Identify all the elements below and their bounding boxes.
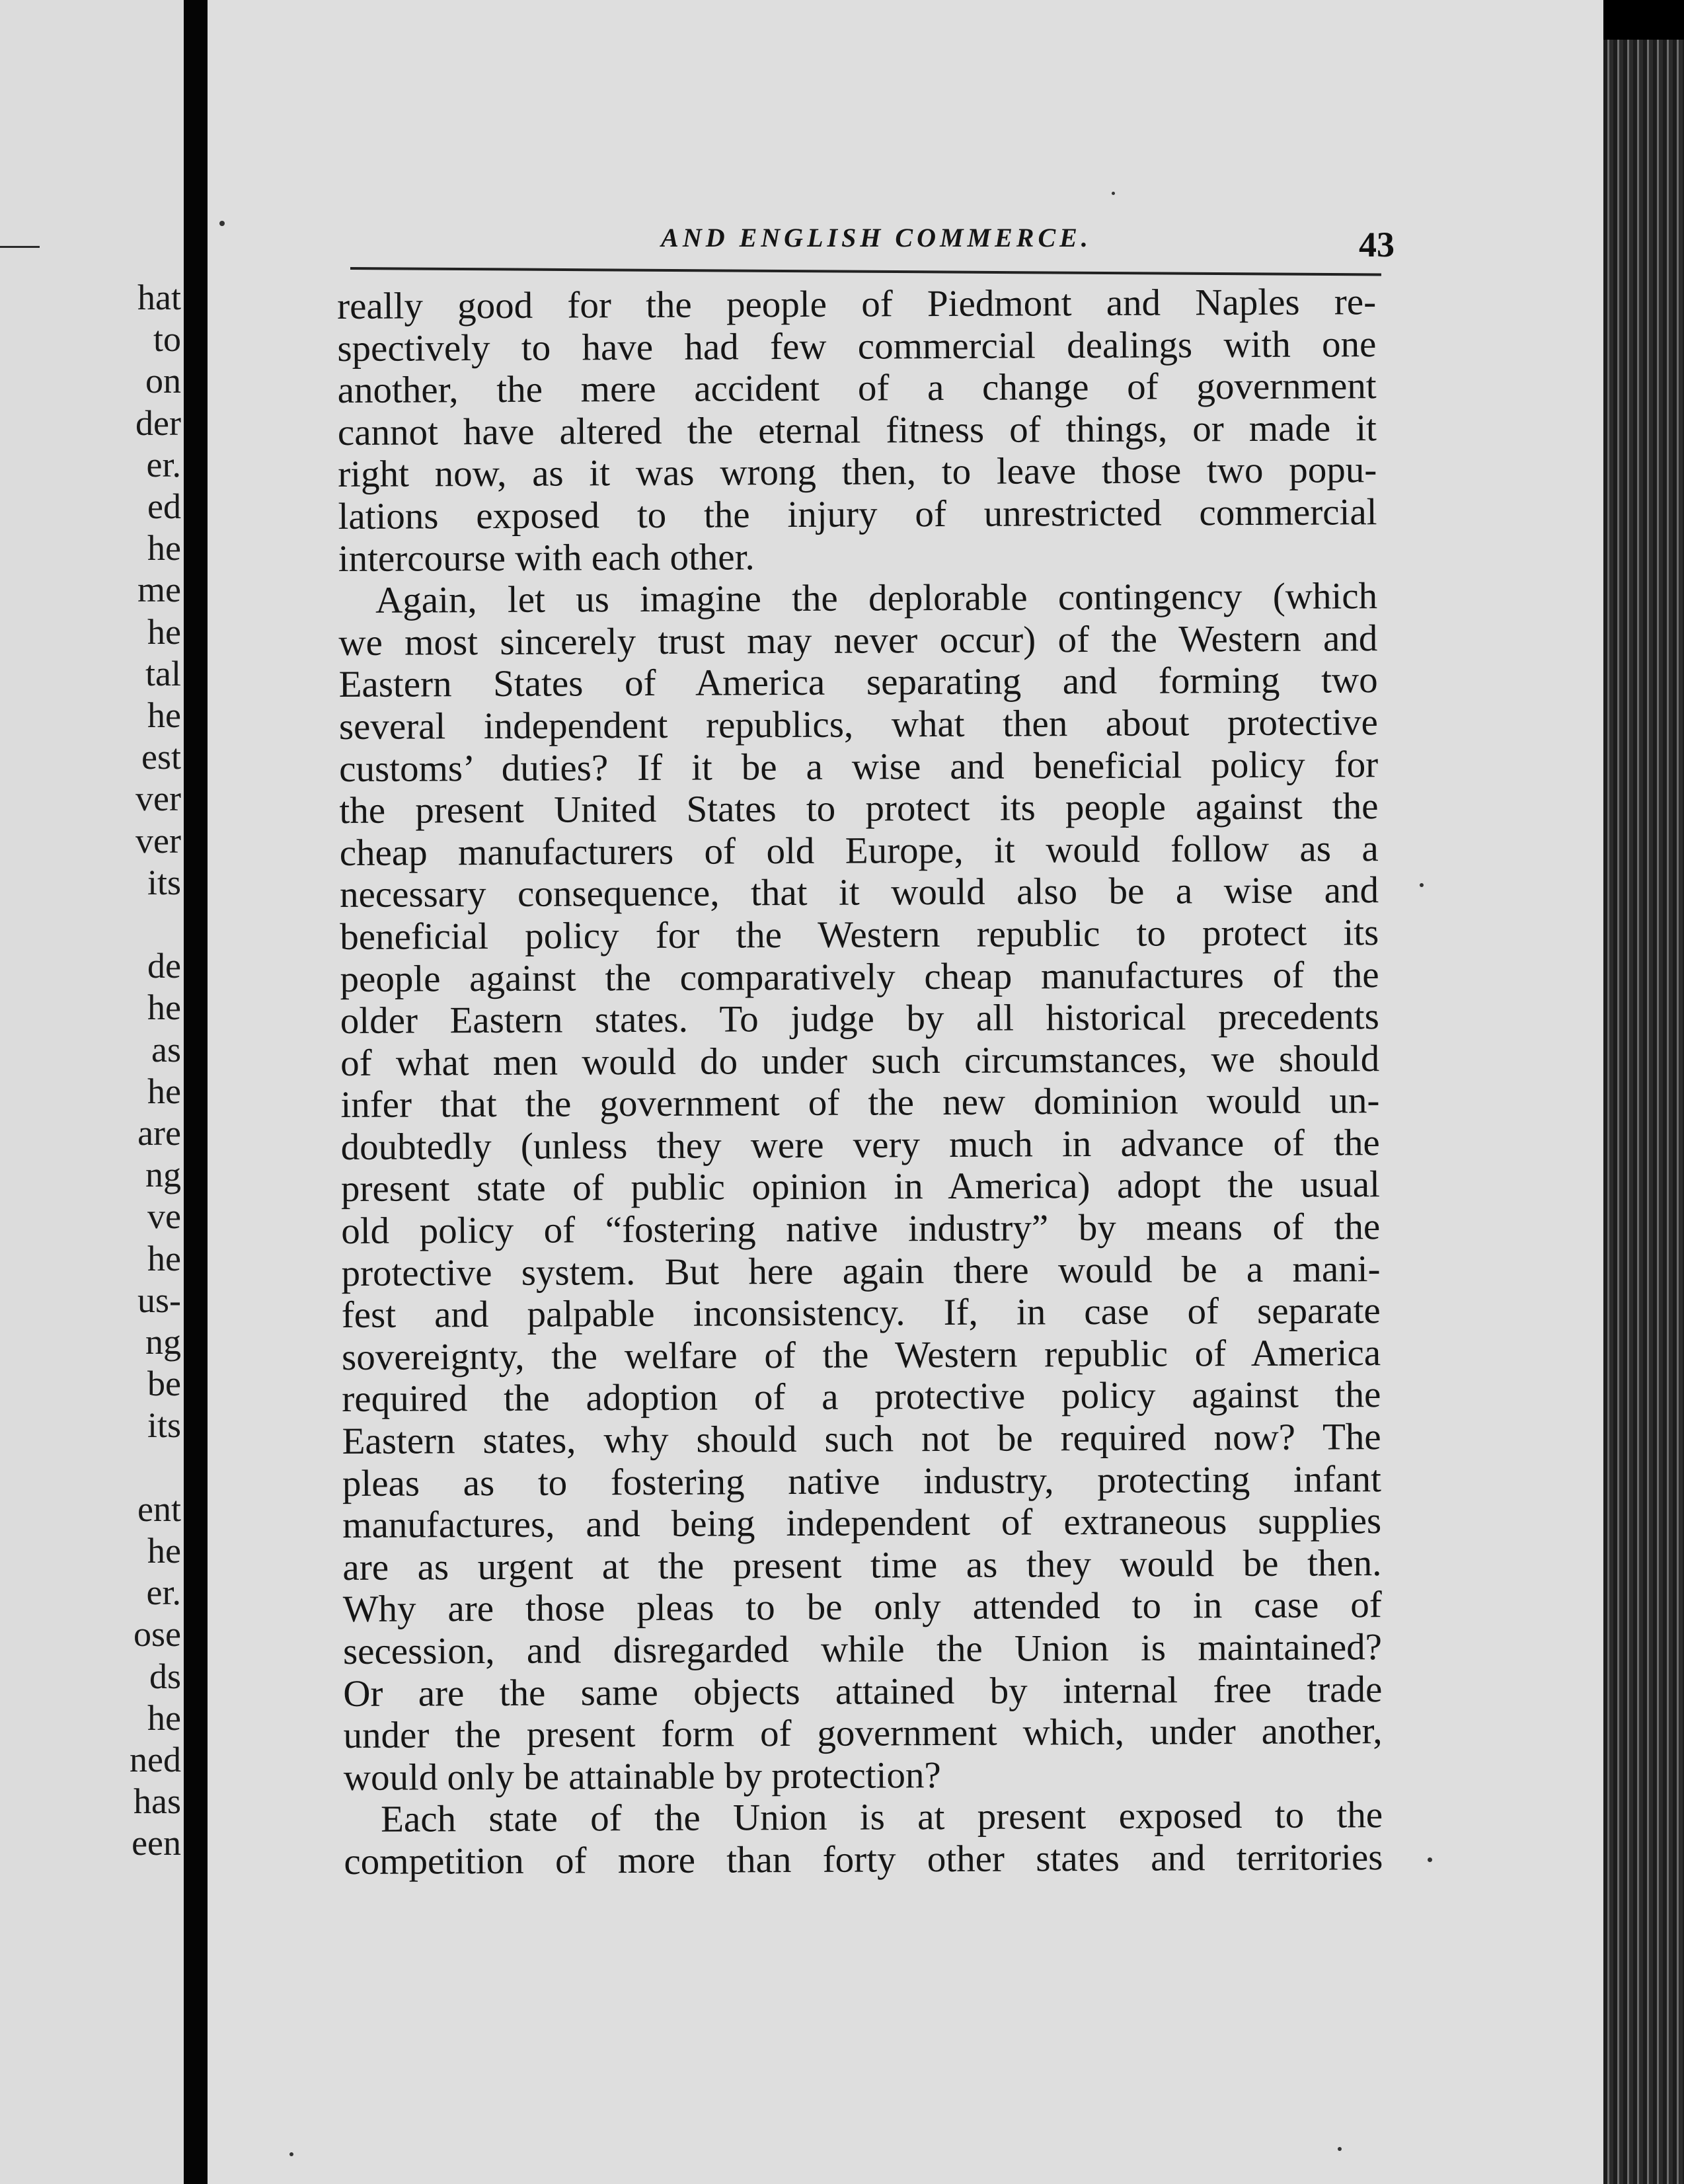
text-line: Eastern States of America separating and forming two: [338, 659, 1378, 706]
previous-page-fragment: are: [137, 1113, 181, 1153]
text-line: old policy of “fostering native industry” by means of the: [341, 1206, 1381, 1253]
previous-page-fragment: est: [141, 737, 181, 777]
text-line: Again, let us imagine the deplorable contingency (which: [375, 575, 1378, 621]
text-line: people against the comparatively cheap manufactures of the: [340, 953, 1379, 1000]
text-line: spectively to have had few commercial dealings with one: [337, 323, 1377, 370]
previous-page-fragment: as: [151, 1029, 181, 1070]
previous-page-fragment: ose: [134, 1614, 181, 1655]
paper-speck: [1112, 192, 1115, 195]
text-line: of what men would do under such circumstances, we should: [340, 1037, 1380, 1084]
previous-page-fragment: er.: [146, 444, 181, 485]
previous-page-fragment: hat: [137, 278, 181, 317]
text-line: necessary consequence, that it would also be a wise and: [339, 869, 1379, 916]
text-line: several independent republics, what then about protective: [338, 701, 1379, 748]
text-line: would only be attainable by protection?: [343, 1754, 941, 1799]
book-gutter: [184, 0, 208, 2184]
text-line: Eastern states, why should such not be required now? The: [342, 1416, 1381, 1463]
text-line: we most sincerely trust may never occur) of the Western and: [338, 617, 1378, 664]
text-line: really good for the people of Piedmont and Naples re-: [337, 281, 1377, 327]
text-line: older Eastern states. To judge by all historical precedents: [340, 995, 1379, 1042]
previous-page-fragment: der: [135, 403, 181, 443]
text-line: are as urgent at the present time as they would be then.: [342, 1541, 1382, 1588]
previous-page-fragment: ed: [147, 487, 181, 526]
previous-page-fragment: he: [147, 1531, 181, 1571]
text-line: required the adoption of a protective policy against the: [342, 1374, 1381, 1421]
text-line: secession, and disregarded while the Union is maintained?: [342, 1626, 1383, 1672]
text-line: Or are the same objects attained by internal free trade: [343, 1668, 1383, 1715]
previous-page-fragment: ned: [130, 1740, 181, 1779]
text-line: pleas as to fostering native industry, protecting infant: [342, 1458, 1382, 1504]
text-line: sovereignty, the welfare of the Western republic of America: [341, 1331, 1381, 1378]
paper-speck: [219, 221, 225, 226]
text-line: under the present form of government which, under another,: [343, 1710, 1383, 1757]
previous-page-fragment: ds: [149, 1656, 181, 1696]
text-line: protective system. But here again there would be a mani-: [341, 1247, 1381, 1294]
previous-page-fragment: ver: [135, 779, 181, 819]
paper-speck: [1428, 1857, 1432, 1862]
text-line: customs’ duties? If it be a wise and beneficial policy for: [339, 743, 1379, 790]
previous-page-fragment: its: [147, 862, 181, 902]
text-line: present state of public opinion in America) adopt the usual: [340, 1163, 1381, 1210]
body-text: [337, 281, 1383, 1883]
text-line: infer that the government of the new dominion would un-: [340, 1079, 1380, 1126]
paper-speck: [1420, 883, 1424, 887]
text-line: beneficial policy for the Western republic to protect its: [340, 912, 1379, 958]
text-line: right now, as it was wrong then, to leave those two popu-: [338, 449, 1377, 496]
previous-page-fragment: he: [147, 528, 181, 568]
text-line: lations exposed to the injury of unrestricted commercial: [338, 491, 1377, 537]
previous-page-fragment: he: [147, 1238, 181, 1278]
previous-page-fragment: be: [147, 1364, 181, 1404]
previous-page-fragment: us-: [137, 1280, 181, 1320]
previous-page-fragment: ver: [135, 820, 181, 861]
text-line: Why are those pleas to be only attended to in case of: [342, 1584, 1382, 1631]
previous-page-fragment: he: [147, 1071, 181, 1111]
previous-page-fragment: ve: [147, 1196, 181, 1237]
previous-page-fragment: to: [153, 319, 181, 360]
paper-speck: [1338, 2147, 1342, 2151]
previous-page-fragment: ng: [145, 1322, 181, 1362]
previous-page-fragment: tal: [145, 653, 181, 693]
page-number: 43: [1359, 225, 1395, 264]
text-line: cheap manufacturers of old Europe, it would follow as a: [339, 827, 1379, 874]
text-line: the present United States to protect its people against the: [339, 785, 1379, 832]
previous-page-rule: [0, 246, 40, 248]
previous-page-fragment: ng: [145, 1155, 181, 1195]
page-stack-top: [1603, 0, 1684, 40]
text-line: fest and palpable inconsistency. If, in case of separate: [341, 1290, 1381, 1337]
previous-page-fragment: een: [132, 1823, 181, 1863]
text-line: competition of more than forty other states and territories: [344, 1836, 1383, 1883]
previous-page-fragment: me: [137, 570, 181, 610]
previous-page-fragment: he: [147, 611, 181, 652]
previous-page-fragment: he: [147, 1697, 181, 1738]
previous-page-fragment: its: [147, 1405, 181, 1446]
previous-page-fragment: he: [147, 988, 181, 1028]
previous-page-fragment: has: [134, 1781, 181, 1822]
previous-page-fragment: de: [147, 946, 181, 986]
previous-page-fragment: he: [147, 695, 181, 735]
text-line: cannot have altered the eternal fitness of things, or made it: [337, 407, 1377, 453]
previous-page-edge: [0, 0, 184, 2184]
running-head: AND ENGLISH COMMERCE.: [661, 223, 1092, 253]
text-line: Each state of the Union is at present exposed to the: [380, 1794, 1383, 1841]
text-line: another, the mere accident of a change of government: [337, 365, 1377, 412]
text-line: doubtedly (unless they were very much in advance of the: [340, 1122, 1380, 1168]
paper-speck: [289, 2152, 293, 2156]
text-line: intercourse with each other.: [338, 535, 755, 580]
previous-page-fragment: ent: [137, 1489, 181, 1529]
text-line: manufactures, and being independent of extraneous supplies: [342, 1500, 1382, 1547]
page-stack-edge: [1603, 40, 1684, 2184]
previous-page-fragment: on: [145, 361, 181, 401]
previous-page-fragment: er.: [146, 1573, 181, 1613]
